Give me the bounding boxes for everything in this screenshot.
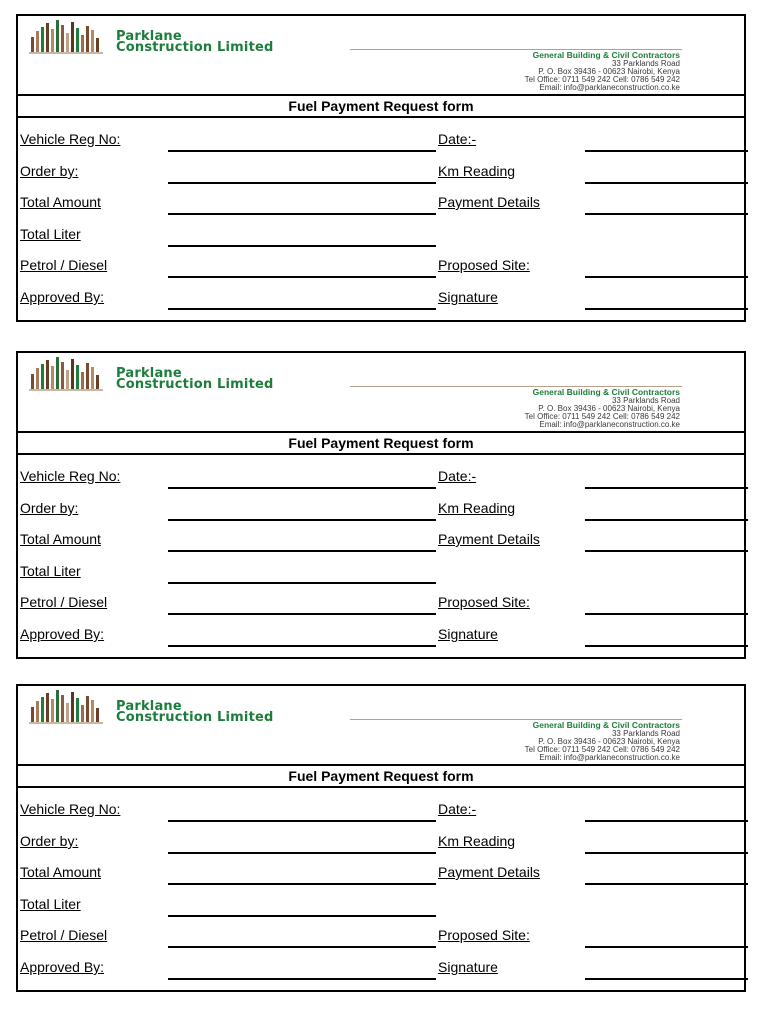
fuel-payment-request-form-3 [16,684,746,992]
company-name-line2: Construction Limited [116,710,274,725]
field-input-left[interactable] [168,182,436,184]
form-row [18,792,744,824]
field-label-left: Total Liter [20,226,81,242]
field-input-right[interactable] [585,613,748,615]
company-name-line1: Parklane [116,366,182,381]
field-label-left: Petrol / Diesel [20,257,108,273]
field-input-left[interactable] [168,213,436,215]
company-header [18,353,744,431]
company-header [18,16,744,94]
form-row [18,554,744,586]
field-input-left[interactable] [168,582,436,584]
form-row [18,855,744,887]
fuel-payment-request-form-2 [16,351,746,659]
company-address-line1: 33 Parklands Road [611,729,680,738]
company-email: Email: info@parklaneconstruction.co.ke [539,83,680,92]
form-row [18,248,744,280]
company-phone: Tel Office: 0711 549 242 Cell: 0786 549 242 [524,75,680,84]
company-tagline: General Building & Civil Contractors [532,387,680,397]
form-row [18,491,744,523]
field-input-right[interactable] [585,645,748,647]
field-input-left[interactable] [168,308,436,310]
form-row [18,185,744,217]
field-input-left[interactable] [168,487,436,489]
field-label-right: Payment Details [438,864,540,880]
form-row [18,122,744,154]
form-row [18,585,744,617]
field-label-left: Vehicle Reg No: [20,801,121,817]
field-label-left: Total Amount [20,864,101,880]
field-label-left: Total Amount [20,194,101,210]
form-title: Fuel Payment Request form [18,764,744,788]
company-address-line2: P. O. Box 39436 - 00623 Nairobi, Kenya [538,67,680,76]
field-input-left[interactable] [168,852,436,854]
company-tagline: General Building & Civil Contractors [532,50,680,60]
field-label-left: Total Liter [20,563,81,579]
company-name-line1: Parklane [116,699,182,714]
field-label-left: Approved By: [20,626,105,642]
company-phone: Tel Office: 0711 549 242 Cell: 0786 549 242 [524,412,680,421]
field-label-right: Km Reading [438,163,516,179]
company-name-line1: Parklane [116,29,182,44]
field-label-right: Proposed Site: [438,257,530,273]
company-contacts [525,387,680,429]
form-row [18,918,744,950]
company-logo-icon [27,19,105,55]
form-title: Fuel Payment Request form [18,94,744,118]
field-label-left: Vehicle Reg No: [20,468,121,484]
company-header [18,686,744,764]
field-input-right[interactable] [585,308,748,310]
company-tagline: General Building & Civil Contractors [532,720,680,730]
field-input-left[interactable] [168,245,436,247]
field-input-right[interactable] [585,276,748,278]
company-phone: Tel Office: 0711 549 242 Cell: 0786 549 242 [524,745,680,754]
field-input-right[interactable] [585,487,748,489]
form-row [18,522,744,554]
field-label-right: Km Reading [438,833,516,849]
field-input-right[interactable] [585,883,748,885]
fuel-payment-request-form-1 [16,14,746,322]
field-label-right: Payment Details [438,531,540,547]
field-input-left[interactable] [168,519,436,521]
company-contacts [525,50,680,92]
field-label-right: Signature [438,959,498,975]
company-address-line1: 33 Parklands Road [611,59,680,68]
field-input-left[interactable] [168,550,436,552]
field-input-left[interactable] [168,150,436,152]
field-label-right: Date:- [438,468,477,484]
company-address-line1: 33 Parklands Road [611,396,680,405]
field-input-right[interactable] [585,182,748,184]
field-label-left: Approved By: [20,959,105,975]
form-row [18,280,744,312]
field-label-left: Order by: [20,163,79,179]
field-label-right: Proposed Site: [438,927,530,943]
field-input-right[interactable] [585,820,748,822]
form-row [18,617,744,649]
form-row [18,217,744,249]
company-name-line2: Construction Limited [116,40,274,55]
company-name [116,31,274,53]
field-input-right[interactable] [585,550,748,552]
field-input-right[interactable] [585,946,748,948]
field-label-left: Total Amount [20,531,101,547]
field-input-left[interactable] [168,276,436,278]
field-input-right[interactable] [585,852,748,854]
company-email: Email: info@parklaneconstruction.co.ke [539,753,680,762]
field-input-left[interactable] [168,883,436,885]
field-input-left[interactable] [168,613,436,615]
form-title: Fuel Payment Request form [18,431,744,455]
field-input-left[interactable] [168,946,436,948]
field-input-right[interactable] [585,978,748,980]
company-email: Email: info@parklaneconstruction.co.ke [539,420,680,429]
field-label-left: Petrol / Diesel [20,594,108,610]
field-label-left: Order by: [20,833,79,849]
company-logo-icon [27,356,105,392]
field-label-left: Petrol / Diesel [20,927,108,943]
field-input-right[interactable] [585,150,748,152]
field-label-right: Date:- [438,131,477,147]
field-input-right[interactable] [585,519,748,521]
company-name [116,701,274,723]
field-label-left: Approved By: [20,289,105,305]
field-label-right: Payment Details [438,194,540,210]
form-row [18,887,744,919]
field-label-left: Vehicle Reg No: [20,131,121,147]
field-label-right: Proposed Site: [438,594,530,610]
form-row [18,824,744,856]
field-label-right: Signature [438,626,498,642]
form-row [18,459,744,491]
field-label-right: Date:- [438,801,477,817]
field-input-left[interactable] [168,915,436,917]
field-input-right[interactable] [585,213,748,215]
field-input-left[interactable] [168,978,436,980]
company-contacts [525,720,680,762]
field-label-right: Signature [438,289,498,305]
field-label-left: Order by: [20,500,79,516]
company-name-line2: Construction Limited [116,377,274,392]
field-input-left[interactable] [168,645,436,647]
field-label-right: Km Reading [438,500,516,516]
form-row [18,950,744,982]
company-address-line2: P. O. Box 39436 - 00623 Nairobi, Kenya [538,404,680,413]
field-label-left: Total Liter [20,896,81,912]
company-name [116,368,274,390]
field-input-left[interactable] [168,820,436,822]
form-row [18,154,744,186]
company-address-line2: P. O. Box 39436 - 00623 Nairobi, Kenya [538,737,680,746]
company-logo-icon [27,689,105,725]
